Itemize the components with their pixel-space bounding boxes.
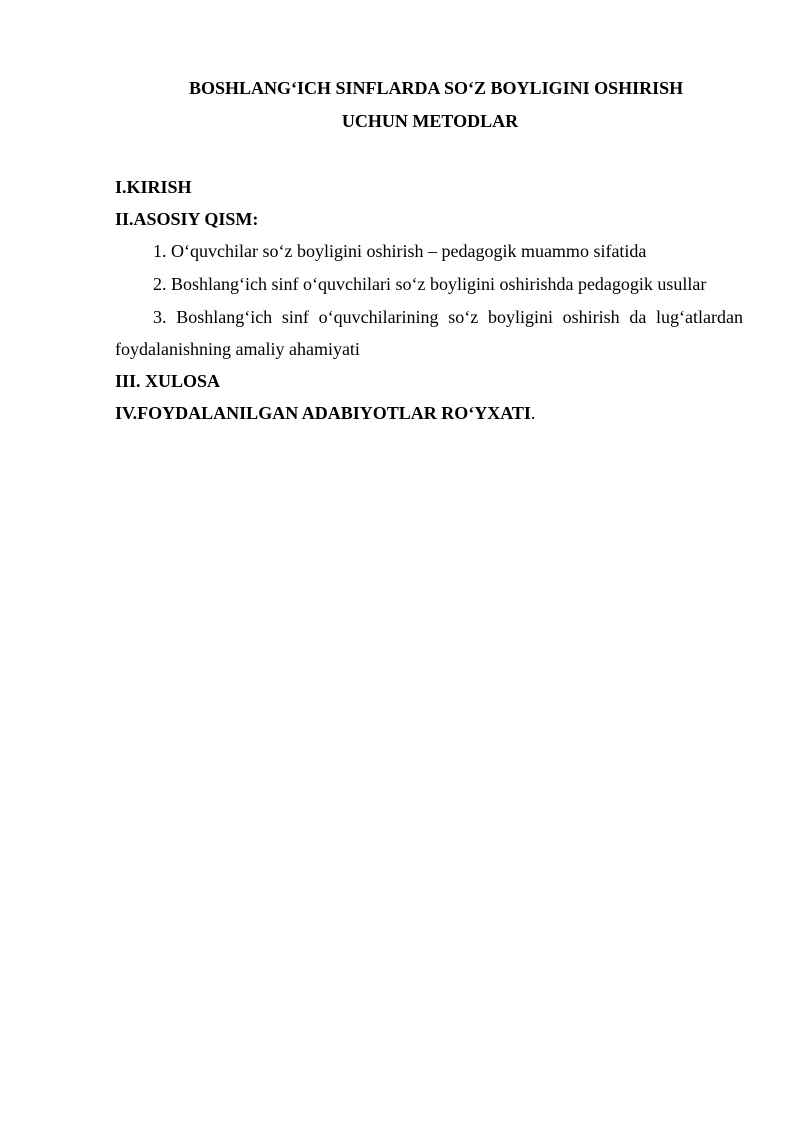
list-item-3: 3. Boshlang‘ich sinf o‘quvchilarining so‘z boyligini oshirish da lug‘atlardan: [153, 307, 743, 327]
section-heading-intro: I.KIRISH: [115, 177, 192, 197]
references-period: .: [530, 403, 536, 423]
document-title-line-1: BOSHLANG‘ICH SINFLARDA SO‘Z BOYLIGINI OSHIRISH: [189, 78, 684, 98]
references-label: IV.FOYDALANILGAN ADABIYOTLAR RO‘YXATI: [115, 403, 531, 423]
section-heading-conclusion: III. XULOSA: [115, 371, 221, 391]
document-title-line-2: UCHUN METODLAR: [341, 111, 519, 131]
list-item-3-continuation: foydalanishning amaliy ahamiyati: [115, 339, 360, 359]
section-heading-references: [115, 402, 535, 424]
section-heading-main: II.ASOSIY QISM:: [115, 209, 259, 229]
list-item-1: 1. O‘quvchilar so‘z boyligini oshirish – pedagogik muammo sifatida: [153, 241, 647, 261]
list-item-2: 2. Boshlang‘ich sinf o‘quvchilari so‘z boyligini oshirishda pedagogik usullar: [153, 274, 707, 294]
